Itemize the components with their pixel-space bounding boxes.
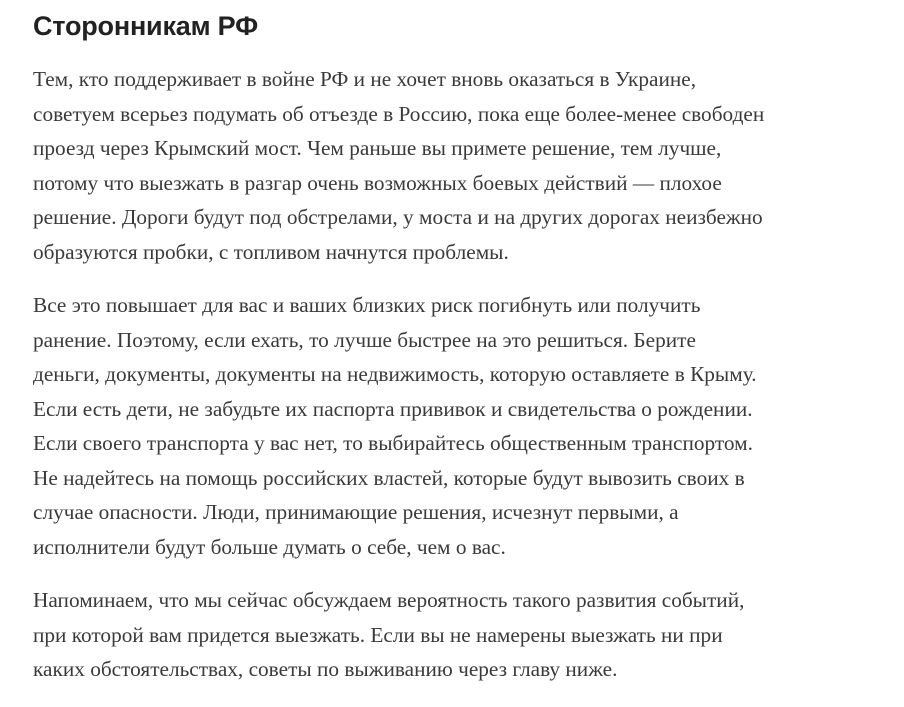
paragraph-3: [33, 583, 893, 687]
text-line: решение. Дороги будут под обстрелами, у моста и на других дорогах неизбежно: [33, 205, 763, 229]
text-line: ранение. Поэтому, если ехать, то лучше быстрее на это решиться. Берите: [33, 327, 696, 352]
paragraph-2: [33, 288, 893, 564]
text-line: советуем всерьез подумать об отъезде в Россию, пока еще более-менее свободен: [33, 101, 765, 126]
text-line: Все это повышает для вас и ваших близких риск погибнуть или получить: [33, 293, 701, 317]
text-line: Если своего транспорта у вас нет, то выбирайтесь общественным транспортом.: [33, 431, 753, 455]
text-line: случае опасности. Люди, принимающие решения, исчезнут первыми, а: [33, 500, 679, 524]
article-title: Сторонникам РФ: [33, 11, 258, 41]
text-line: проезд через Крымский мост. Чем раньше вы примете решение, тем лучше,: [33, 136, 722, 160]
text-line: потому что выезжать в разгар очень возможных боевых действий — плохое: [33, 170, 722, 195]
text-line: при которой вам придется выезжать. Если вы не намерены выезжать ни при: [33, 622, 723, 647]
text-line: образуются пробки, с топливом начнутся проблемы.: [33, 239, 509, 264]
text-line: Напоминаем, что мы сейчас обсуждаем вероятность такого развития событий,: [33, 588, 745, 612]
text-line: деньги, документы, документы на недвижимость, которую оставляете в Крыму.: [33, 362, 757, 386]
text-line: Не надейтесь на помощь российских властей, которые будут вывозить своих в: [33, 465, 745, 490]
article: [33, 6, 893, 687]
text-line: исполнители будут больше думать о себе, чем о вас.: [33, 534, 506, 559]
paragraph-1: [33, 62, 893, 269]
text-line: каких обстоятельствах, советы по выживанию через главу ниже.: [33, 657, 618, 681]
text-line: Если есть дети, не забудьте их паспорта прививок и свидетельства о рождении.: [33, 396, 753, 421]
text-line: Тем, кто поддерживает в войне РФ и не хочет вновь оказаться в Украине,: [33, 67, 697, 91]
